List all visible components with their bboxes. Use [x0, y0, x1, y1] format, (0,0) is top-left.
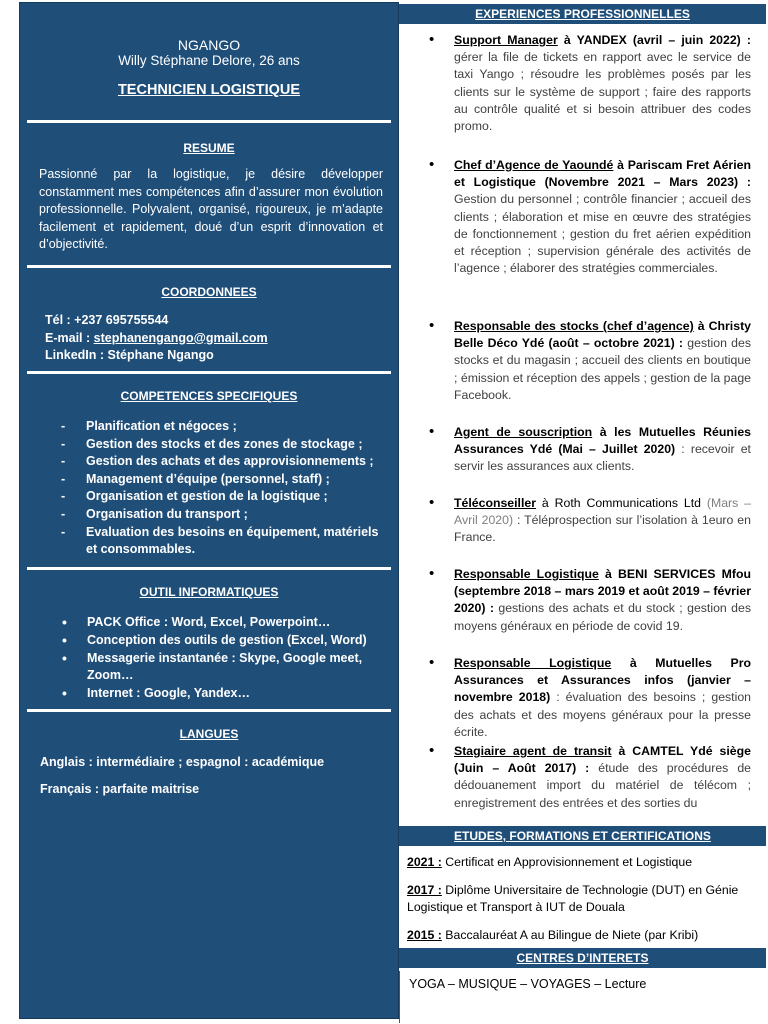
list-item [407, 566, 751, 635]
list-item [407, 424, 751, 476]
phone: Tél : +237 695755544 [45, 313, 169, 327]
divider [27, 371, 391, 374]
position: Téléconseiller [454, 496, 537, 510]
skills-title: COMPETENCES SPECIFIQUES [120, 389, 298, 403]
email-label: E-mail : [45, 330, 94, 345]
position: Support Manager [454, 33, 558, 47]
resume-title: RESUME [183, 141, 235, 155]
year: 2015 : [407, 928, 442, 942]
skills-list [61, 418, 381, 559]
employer: à Roth Communications Ltd [536, 496, 701, 510]
employer-dates: à BENI SERVICES Mfou (septembre 2018 – mars 2019 et août 2019 – février 2020) : [454, 567, 751, 616]
position: Responsable Logistique [454, 567, 599, 581]
bullet-icon: • [429, 317, 435, 334]
last-name: NGANGO [177, 37, 241, 53]
divider [27, 120, 391, 123]
year: 2017 : [407, 883, 442, 897]
education-item [407, 927, 759, 944]
divider [27, 265, 391, 268]
list-item: - Organisation du transport ; [61, 506, 381, 524]
list-item: • PACK Office : Word, Excel, Powerpoint… [61, 614, 381, 632]
job-title: TECHNICIEN LOGISTIQUE [117, 82, 301, 98]
employer-dates: à Christy Belle Déco Ydé (août – octobre 2021) : [454, 319, 751, 351]
description: : recevoir et servir les assurances aux clients. [454, 442, 751, 474]
position: Agent de souscription [454, 425, 593, 439]
dates: (Mars – Avril 2020) [454, 496, 751, 528]
experience-title: EXPERIENCES PROFESSIONNELLES [399, 4, 766, 24]
employer-dates: à les Mutuelles Réunies Assurances Ydé (Mai – Juillet 2020) [454, 425, 751, 457]
description: étude des procédures de dédouanement import du matériel de télécom ; enregistrement des entrées et des sorties du [454, 761, 751, 810]
languages-line: Anglais : intermédiaire ; espagnol : académique [40, 755, 325, 769]
list-item: - Gestion des stocks et des zones de stockage ; [61, 436, 381, 454]
education-item [407, 882, 759, 916]
list-item: • Conception des outils de gestion (Excel, Word) [61, 632, 381, 650]
divider [27, 709, 391, 712]
contacts-block [45, 312, 268, 365]
description: gestions des achats et du stock ; gestion des moyens généraux en période de covid 19. [454, 601, 751, 633]
list-item: - Evaluation des besoins en équipement, matériels et consommables. [61, 524, 381, 559]
resume-text: Passionné par la logistique, je désire développer constamment mes compétences afin d’assurer mon évolution professionnelle. Polyvalent, organisé, rigoureux, je m’adapte facilement et rapidement, doué d’un esprit d’innovation et d’objectivité. [39, 167, 383, 251]
list-item [407, 32, 751, 135]
sidebar [19, 2, 399, 1019]
email-line [45, 330, 268, 348]
employer-dates: à Mutuelles Pro Assurances et Assurances infos (janvier – novembre 2018) [454, 656, 751, 705]
interests-text: YOGA – MUSIQUE – VOYAGES – Lecture [409, 977, 647, 991]
bullet-icon: • [429, 565, 435, 582]
education-text: Diplôme Universitaire de Technologie (DUT) en Génie Logistique et Transport à IUT de Douala [407, 883, 739, 915]
employer-dates: à YANDEX (avril – juin 2022) : [557, 33, 751, 47]
list-item [407, 495, 751, 547]
list-item: • Internet : Google, Yandex… [61, 685, 381, 703]
employer-dates: à Pariscam Fret Aérien et Logistique (Novembre 2021 – Mars 2023) : [454, 158, 751, 190]
bullet-icon: • [429, 423, 435, 440]
list-item: • Messagerie instantanée : Skype, Google meet, Zoom… [61, 650, 381, 686]
description: gérer la file de tickets en rapport avec le service de taxi Yango ; résoudre les problèmes posés par les clients sur le système de support ; faire des rapports au contrôle qualité et si besoin attribuer des codes promo. [454, 50, 751, 134]
employer-dates: à CAMTEL Ydé siège (Juin – Août 2017) : [454, 744, 751, 776]
email-link[interactable]: stephanengango@gmail.com [93, 330, 268, 345]
languages-line: Français : parfaite maitrise [40, 782, 200, 796]
divider [27, 567, 391, 570]
linkedin: LinkedIn : Stéphane Ngango [45, 348, 214, 362]
bullet-icon: • [429, 494, 435, 511]
list-item [407, 743, 751, 819]
list-item: - Organisation et gestion de la logistique ; [61, 488, 381, 506]
list-item: - Planification et négoces ; [61, 418, 381, 436]
bullet-icon: • [429, 156, 435, 173]
bullet-icon: • [429, 31, 435, 48]
main-column [399, 2, 768, 1024]
education-item [407, 854, 759, 871]
list-item [407, 318, 751, 404]
interests-title: CENTRES D’INTERETS [399, 948, 766, 968]
education-text: Certificat en Approvisionnement et Logistique [441, 855, 693, 869]
tools-title: OUTIL INFORMATIQUES [139, 585, 279, 599]
tools-list [61, 614, 381, 703]
contacts-title: COORDONNEES [161, 285, 257, 299]
description: gestion des stocks et du magasin ; accueil des clients en boutique ; émission et réception des appels ; gestion de la page Facebook. [454, 336, 751, 402]
year: 2021 : [407, 855, 442, 869]
education-text: Baccalauréat A au Bilingue de Niete (par Kribi) [441, 928, 699, 942]
education-title: ETUDES, FORMATIONS ET CERTIFICATIONS [399, 826, 766, 846]
languages-title: LANGUES [179, 727, 239, 741]
list-item: - Gestion des achats et des approvisionnements ; [61, 453, 381, 471]
description: : Téléprospection sur l’isolation à 1euro en France. [454, 513, 751, 545]
full-name-age: Willy Stéphane Delore, 26 ans [118, 53, 300, 68]
bullet-icon: • [429, 654, 435, 671]
list-item: - Management d’équipe (personnel, staff) ; [61, 471, 381, 489]
bullet-icon: • [429, 743, 435, 759]
position: Chef d’Agence de Yaoundé [454, 158, 614, 172]
list-item [407, 157, 751, 277]
position: Responsable des stocks (chef d’agence) [454, 319, 694, 333]
position: Stagiaire agent de transit [454, 744, 612, 758]
list-item [407, 655, 751, 741]
description: Gestion du personnel ; contrôle financier ; accueil des clients ; élaboration et mise en œuvre des stratégies de fonctionnement ; gestion du fret aérien expédition et réception ; supervision générale des activités de l’agence ; élaborer des stratégies commerciales. [454, 192, 751, 276]
position: Responsable Logistique [454, 656, 612, 670]
description: : évaluation des besoins ; gestion des achats et des moyens généraux pour la presse écrite. [454, 690, 752, 739]
